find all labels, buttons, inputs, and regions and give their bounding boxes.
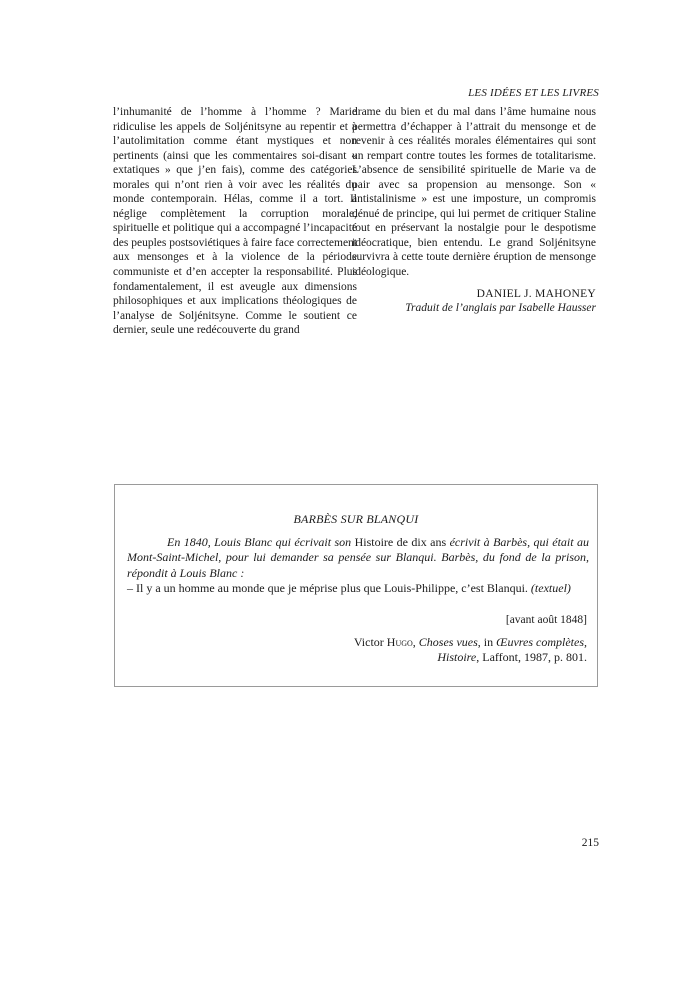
box-intro-part-1: En 1840, Louis Blanc qui écrivait son [167, 535, 355, 549]
box-date: [avant août 1848] [505, 614, 587, 626]
citation-collection: Œuvres complètes, [496, 635, 587, 649]
quotation-box [114, 484, 598, 687]
citation-in: , in [477, 635, 497, 649]
box-quote: – Il y a un homme au monde que je méprise plus que Louis-Philippe, c’est Blanqui. [127, 581, 528, 596]
article-left-column [113, 105, 357, 338]
running-head: LES IDÉES ET LES LIVRES [468, 87, 599, 99]
box-quote-note: (textuel) [530, 581, 571, 596]
citation-publisher: , Laffont, 1987, p. 801. [476, 650, 587, 665]
citation-section: Histoire [437, 650, 477, 665]
box-intro-part-2: écrivit à Barbès, qui était au Mont-Saint-Michel, pour lui demander sa pensée sur Blanqui. Barbès, du fond de la prison, répondit à Louis Blanc : [127, 535, 589, 580]
article-right-column [352, 105, 596, 316]
citation-separator: , [412, 635, 419, 649]
citation-author-last: Hugo [386, 635, 413, 649]
box-body [127, 535, 589, 597]
right-column-text: drame du bien et du mal dans l’âme humaine nous permettra d’échapper à l’attrait du mensonge et de revenir à ces réalités morales élémentaires qui sont un rempart contre toutes les formes de totalitarisme. L’absence de sensibilité spirituelle de Marie va de pair avec sa propension au mensonge. Son « antistalinisme » est une imposture, un compromis dénué de principe, qui lui permet de critiquer Staline tout en préservant la nostalgie pour le despotisme idéocratique, bien entendu. Le grand Soljénitsyne survivra à cette toute dernière éruption de mensonge idéologique. [352, 106, 596, 279]
box-citation [354, 635, 587, 666]
citation-work: Choses vues [418, 635, 478, 649]
left-column-text: l’inhumanité de l’homme à l’homme ? Marie ridiculise les appels de Soljénitsyne au repentir et à l’autolimitation comme étant mystiques et non pertinents (ainsi que les commentaires soi-disant « extatiques » que j’en fais), comme des catégories morales qui n’ont rien à voir avec les réalités du monde contemporain. Hélas, comme il a tort. Il néglige complètement la corruption morale, spirituelle et politique qui a accompagné l’incapacité des peuples postsoviétiques à faire face correctement aux mensonges et à la violence de la période communiste et d’en accepter la responsabilité. Plus fondamentalement, il est aveugle aux dimensions philosophiques et aux implications théologiques de l’analyse de Soljénitsyne. Comme le soutient ce dernier, seule une redécouverte du grand [113, 106, 357, 337]
citation-author-first: Victor [353, 635, 387, 649]
translation-credit: Traduit de l’anglais par Isabelle Hausser [405, 302, 596, 315]
box-title: BARBÈS SUR BLANQUI [293, 512, 419, 526]
box-intro-book-title: Histoire de dix ans [354, 535, 447, 549]
article-author: DANIEL J. MAHONEY [476, 287, 596, 300]
page-number: 215 [581, 837, 599, 849]
